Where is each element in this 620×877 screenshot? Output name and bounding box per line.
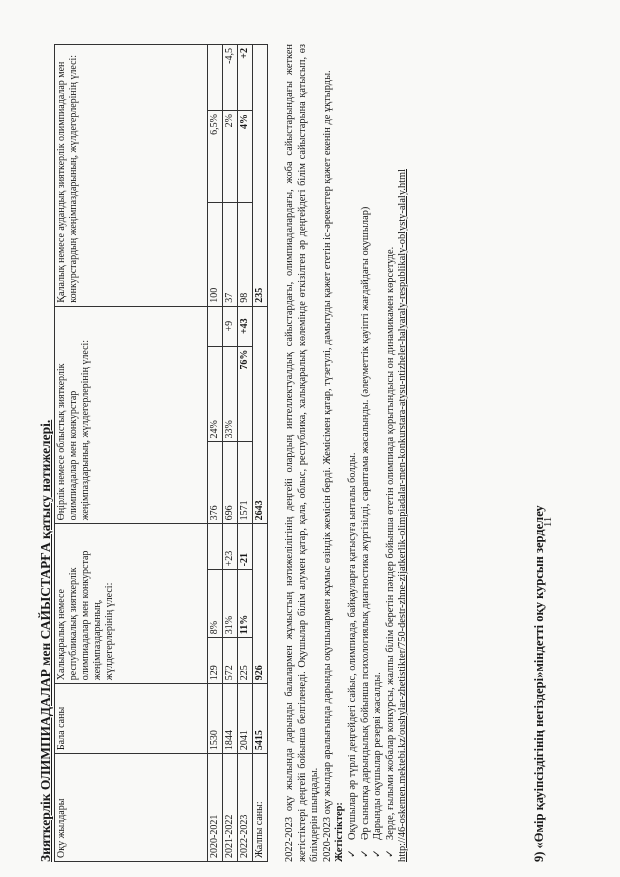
list-item-text: Дарынды оқушылар резерві жасалды. [372, 672, 384, 840]
cell-count: 1530 [208, 684, 223, 754]
cell-intl-pct: 11% [238, 570, 253, 638]
cell-city: 37 [223, 202, 238, 306]
cell-city-delta: +2 [238, 45, 253, 111]
table-row [223, 45, 238, 862]
checkmark-icon: ✓ [346, 849, 358, 858]
body-text [284, 44, 410, 862]
cell-count: 1844 [223, 684, 238, 754]
cell-reg-pct: 76% [238, 346, 253, 442]
total-city: 235 [253, 45, 268, 307]
results-table [54, 44, 268, 862]
rotated-content [38, 32, 598, 862]
total-intl: 926 [253, 524, 268, 684]
cell-intl: 129 [208, 638, 223, 684]
achievements-label: Жетістіктер: [334, 802, 346, 862]
cell-reg: 376 [208, 442, 223, 524]
header-regional: Өңірлік немесе облыстық зияткерлік олимпиадалар мен конкурстар жеңімпаздарының, жүлдегерлерінің үлесі: [55, 306, 208, 524]
checkmark-icon: ✓ [359, 849, 371, 858]
paragraph: 2020-2023 оқу жылдар аралығында дарынды оқушылармен жұмыс өзіндік жемісін берді. Жемісімен қатар, түзетулі, дамытуды қажет ететін іс-әрекеттер қажет екенін де ұқтырды. [321, 70, 333, 862]
cell-reg-pct: 33% [223, 346, 238, 442]
paragraph: 2022-2023 оқу жылында дарынды балалармен жұмыстың нәтижелілігінің деңгейі олардың интеллектуалдық сайыстардағы, олимпиадалардағы, жоба сайыстарындағы жеткен жетістіктері деңгейі бойынша белгіленеді. Оқушылар білім алумен қатар, қала, облыс, республика, халықаралық көлемінде өткізілген әр деңгейдегі білім сайыстарына қатысып, өз білімдерін шыңдады. [284, 44, 321, 862]
cell-intl-pct: 31% [223, 570, 238, 638]
cell-reg: 696 [223, 442, 238, 524]
header-years: Оқу жылдары [55, 754, 208, 862]
list-item [372, 44, 385, 862]
header-city: Қалалық немесе аудандық зияткерлік олимпиадалар мен конкурстардың жеңімпаздарының, жүлдегерлерінің үлесі: [55, 45, 208, 307]
checkmark-icon: ✓ [372, 849, 384, 858]
cell-intl-delta: +23 [223, 524, 238, 570]
cell-city: 98 [238, 202, 253, 306]
cell-reg-delta: +9 [223, 306, 238, 346]
results-link[interactable]: http://46-oskemen.mektebi.kz/oushylar-zhetistikter/750-destr-zhne-zijatkerlik-olimpiadalar-men-konkurstara-atysu-ntizheler-halyaraly-respublikaly-oblysty-alaly.html [397, 169, 409, 862]
cell-intl: 572 [223, 638, 238, 684]
cell-reg-pct: 24% [208, 346, 223, 442]
cell-intl-delta [208, 524, 223, 570]
cell-year: 2021-2022 [223, 754, 238, 862]
table-row [238, 45, 253, 862]
header-international: Халықаралық немесе республикалық зияткерлік олимпиадалар мен конкурстар жеңімпаздарының, жүлдегерлерінің үлесі: [55, 524, 208, 684]
cell-reg-delta [208, 306, 223, 346]
cell-intl-pct: 8% [208, 570, 223, 638]
table-header-row [55, 45, 208, 862]
list-item-text: Оқушылар әр түрлі деңгейдегі сайыс, олимпиада, байқауларға қатысуға ынталы болды. [346, 452, 358, 840]
cell-intl-delta: -21 [238, 524, 253, 570]
cell-city-pct: 6,5% [208, 111, 223, 203]
cell-city-pct: 2% [223, 111, 238, 203]
cell-city-delta: -4,5 [223, 45, 238, 111]
cell-reg-delta: +43 [238, 306, 253, 346]
cell-year: 2022-2023 [238, 754, 253, 862]
section-title: Зияткерлік ОЛИМПИАДАЛАР мен САЙЫСТАРҒА қатысу нәтижелері. [38, 419, 53, 862]
table-total-row [253, 45, 268, 862]
list-item [385, 44, 398, 862]
table-row [208, 45, 223, 862]
cell-city-pct: 4% [238, 111, 253, 203]
section-heading: 9) «Өмір қауіпсіздігінің негіздері»міндетті оқу курсын зерделеу [532, 505, 546, 862]
page-number: 11 [543, 516, 554, 527]
cell-city-delta [208, 45, 223, 111]
list-item [360, 44, 373, 862]
cell-city: 100 [208, 202, 223, 306]
header-count: Бала саны [55, 684, 208, 754]
cell-count: 2041 [238, 684, 253, 754]
list-item [347, 44, 360, 862]
list-item-text: Әр сыныпқа дарындылық бойынша психологиялық диагностика жүргізілді, сараптама жасалынды. (әлеуметтік қауіпті жағдайдағы оқушылар) [359, 206, 371, 840]
total-count: 5415 [253, 684, 268, 754]
cell-reg: 1571 [238, 442, 253, 524]
list-item-text: Зерде, ғылыми жобалар конкурсы, жалпы білім беретін пәндер бойынша өтетін олимпиада қорытындысы он динамикамен көрсетуде. [384, 246, 396, 840]
cell-intl: 225 [238, 638, 253, 684]
total-reg: 2643 [253, 306, 268, 524]
total-label: Жалпы саны: [253, 754, 268, 862]
checkmark-icon: ✓ [384, 849, 396, 858]
cell-year: 2020-2021 [208, 754, 223, 862]
achievements-list [347, 44, 397, 862]
